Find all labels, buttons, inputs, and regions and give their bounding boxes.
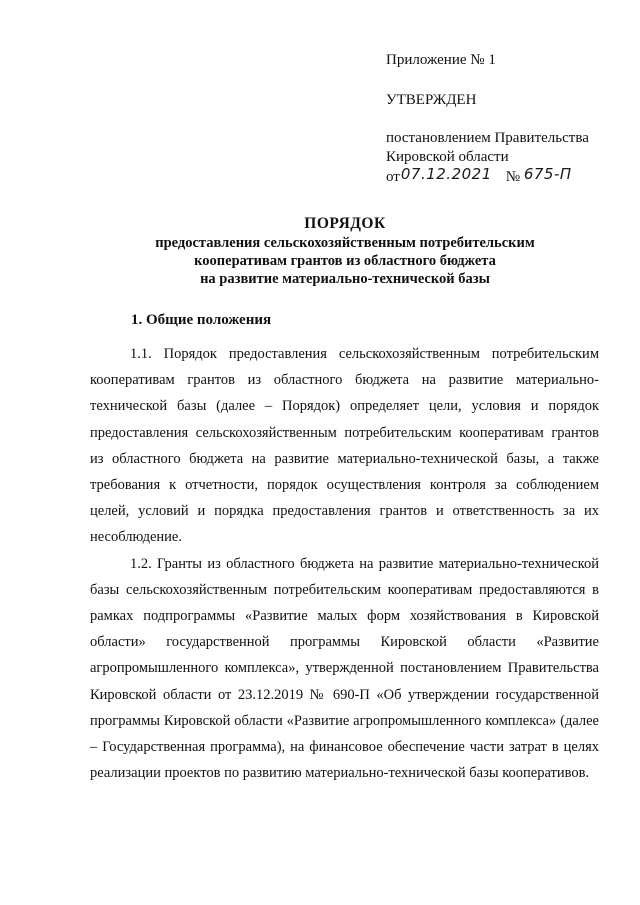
section-body [90, 341, 599, 786]
section-heading: 1. Общие положения [131, 312, 272, 328]
title-line-3: на развитие материально-технической базы [200, 271, 490, 287]
title-main: ПОРЯДОК [304, 215, 386, 232]
date-prefix: от [386, 169, 400, 185]
handwritten-date: 07.12.2021 [400, 165, 492, 183]
approval-stamp-block [386, 51, 616, 187]
document-title [90, 214, 600, 288]
approved-by-line-1: постановлением Правительства [386, 130, 589, 146]
approved-label: УТВЕРЖДЕН [386, 92, 477, 108]
title-line-1: предоставления сельскохозяйственным потребительским [155, 235, 535, 251]
paragraph-1-2: 1.2. Гранты из областного бюджета на развитие материально-технической базы сельскохозяйственным потребительским кооперативам предоставляются в рамках подпрограммы «Развитие малых форм хозяйствования в Кировской области» государственной программы Кировской области «Развитие агропромышленного комплекса», утвержденной постановлением Правительства Кировской области от 23.12.2019 № 690-П «Об утверждении государственной программы Кировской области «Развитие агропромышленного комплекса» (далее – Государственная программа), на финансовое обеспечение части затрат в целях реализации проектов по развитию материально-технической базы кооперативов. [90, 555, 599, 782]
decree-date-number [386, 167, 616, 187]
number-prefix: № [505, 169, 521, 185]
approved-by-line-2: Кировской области [386, 149, 509, 165]
handwritten-decree-number: 675-П [523, 165, 572, 183]
paragraph-1-1: 1.1. Порядок предоставления сельскохозяйственным потребительским кооперативам грантов из областного бюджета на развитие материально-технической базы (далее – Порядок) определяет цели, условия и порядок предоставления сельскохозяйственным потребительским кооперативам грантов из областного бюджета на развитие материально-технической базы, а также требования к отчетности, порядок осуществления контроля за соблюдением целей, условий и порядка предоставления грантов и ответственность за их несоблюдение. [90, 346, 599, 546]
appendix-number: Приложение № 1 [386, 52, 496, 68]
title-line-2: кооперативам грантов из областного бюджета [194, 253, 496, 269]
